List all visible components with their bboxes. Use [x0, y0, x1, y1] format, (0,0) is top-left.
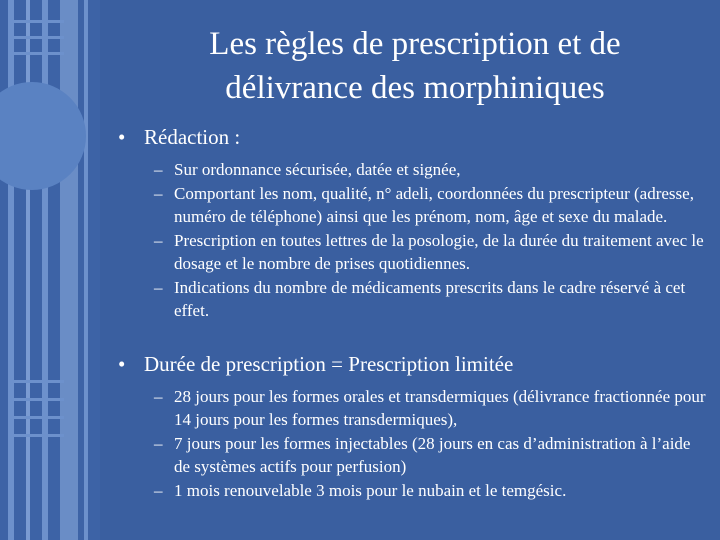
list-item — [110, 229, 710, 276]
list-item — [110, 276, 710, 323]
sub-list — [110, 158, 710, 323]
list-item-text: 28 jours pour les formes orales et transdermiques (délivrance fractionnée pour 14 jours pour les formes transdermiques), — [174, 386, 706, 429]
sidebar-grid-line — [8, 434, 64, 437]
sidebar-grid-line — [8, 36, 64, 39]
sidebar-stripe — [84, 0, 88, 540]
bullet-heading — [110, 351, 710, 377]
slide-content — [110, 124, 710, 502]
sidebar-grid-line — [8, 380, 64, 383]
list-item-text: 1 mois renouvelable 3 mois pour le nubain et le temgésic. — [174, 480, 567, 500]
sidebar-grid-line — [8, 416, 64, 419]
dash-glyph: – — [154, 160, 163, 179]
list-item-text: Comportant les nom, qualité, n° adeli, coordonnées du prescripteur (adresse, numéro de téléphone) ainsi que les prénom, nom, âge et sexe du malade. — [174, 183, 694, 226]
dash-glyph: – — [154, 480, 163, 500]
section-duree — [110, 351, 710, 503]
dash-glyph: – — [154, 386, 163, 406]
list-item — [110, 385, 710, 432]
decorative-sidebar — [0, 0, 100, 540]
sidebar-stripe — [60, 0, 78, 540]
list-item — [110, 432, 710, 479]
sidebar-grid-line — [8, 52, 64, 55]
dash-glyph: – — [154, 183, 163, 203]
slide-title-line-2: délivrance des morphiniques — [225, 70, 605, 106]
bullet-heading-text: Rédaction : — [144, 125, 241, 149]
section-redaction — [110, 124, 710, 323]
dash-glyph: – — [154, 277, 163, 297]
bullet-heading-text: Durée de prescription = Prescription limitée — [144, 351, 514, 376]
dash-glyph: – — [154, 433, 163, 453]
sidebar-stripe — [8, 0, 14, 540]
list-item — [110, 479, 710, 503]
sidebar-stripe — [42, 0, 48, 540]
list-item-text: Sur ordonnance sécurisée, datée et signée, — [174, 160, 461, 179]
sub-list — [110, 385, 710, 503]
dash-glyph: – — [154, 230, 163, 250]
bullet-glyph: • — [118, 125, 126, 149]
list-item-text: Prescription en toutes lettres de la posologie, de la durée du traitement avec le dosage et le nombre de prises quotidiennes. — [174, 230, 704, 273]
sidebar-grid-line — [8, 398, 64, 401]
list-item — [110, 182, 710, 229]
list-item-text: 7 jours pour les formes injectables (28 jours en cas d’administration à l’aide de systèmes actifs pour perfusion) — [174, 433, 691, 476]
list-item — [110, 158, 710, 182]
bullet-glyph: • — [118, 351, 126, 376]
slide-title-line-1: Les règles de prescription et de — [209, 26, 621, 62]
slide-title — [150, 22, 680, 110]
sidebar-grid-line — [8, 20, 64, 23]
bullet-heading — [110, 124, 710, 150]
sidebar-stripe — [26, 0, 30, 540]
list-item-text: Indications du nombre de médicaments prescrits dans le cadre réservé à cet effet. — [174, 277, 686, 320]
